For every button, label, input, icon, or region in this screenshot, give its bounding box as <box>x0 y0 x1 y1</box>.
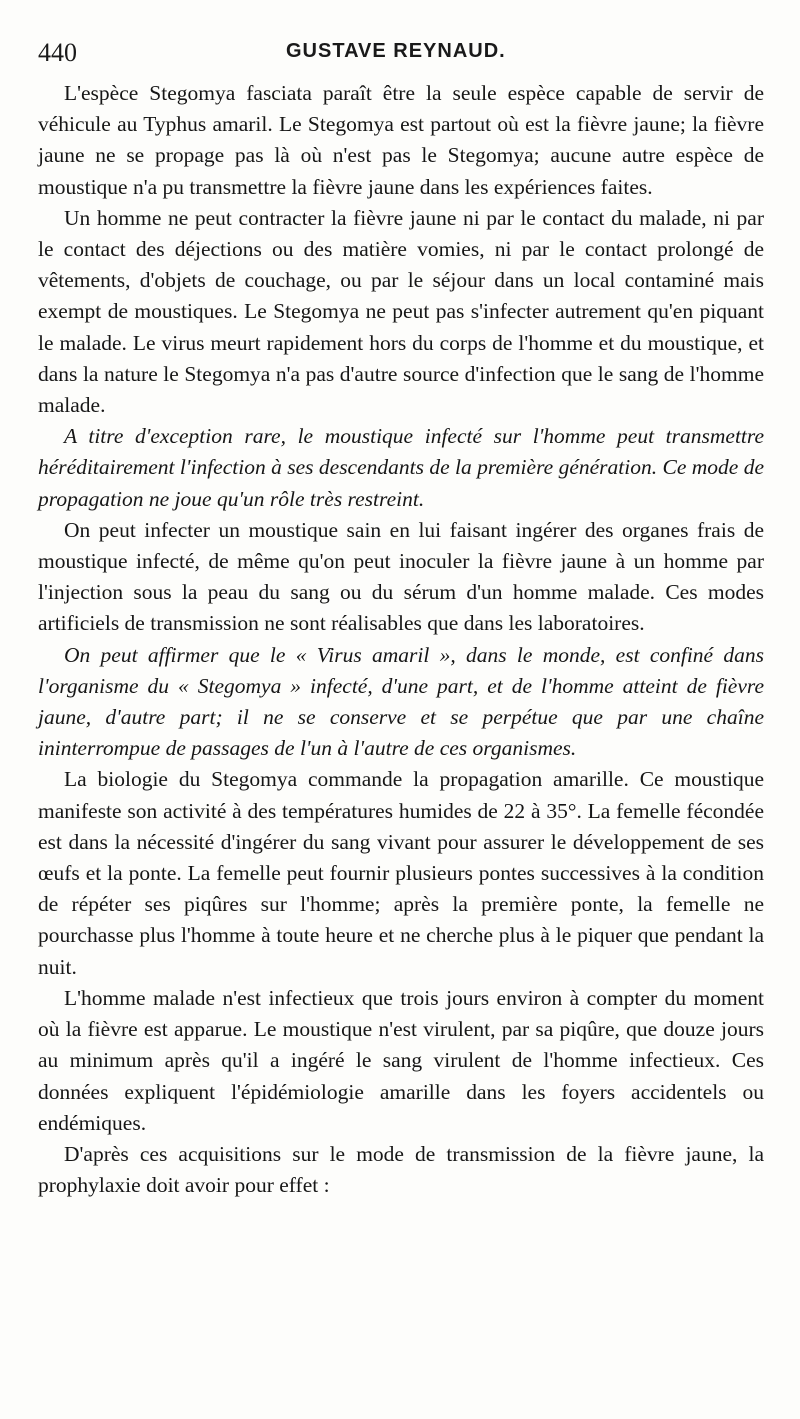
paragraph: L'homme malade n'est infectieux que trois jours environ à compter du moment où la fièvre est apparue. Le moustique n'est virulent, par sa piqûre, que douze jours au minimum après qu'il a ingéré le sang virulent de l'homme infectieux. Ces données expliquent l'épidémiologie amarille dans les foyers accidentels ou endémiques. <box>38 985 764 1135</box>
paragraph: On peut infecter un moustique sain en lui faisant ingérer des organes frais de moustique infecté, de même qu'on peut inoculer la fièvre jaune à un homme par l'injection sous la peau du sang ou du sérum d'un homme malade. Ces modes artificiels de transmission ne sont réalisables que dans les laboratoires. <box>38 517 764 636</box>
paragraph: L'espèce Stegomya fasciata paraît être la seule espèce capable de servir de véhicule au Typhus amaril. Le Stegomya est partout où est la fièvre jaune; la fièvre jaune ne se propage pas là où n'est pas le Stegomya; aucune autre espèce de moustique n'a pu transmettre la fièvre jaune dans les expériences faites. <box>38 81 764 199</box>
page-header <box>38 38 758 74</box>
italic-paragraph: A titre d'exception rare, le moustique infecté sur l'homme peut transmettre héréditairement l'infection à ses descendants de la première génération. Ce mode de propagation ne joue qu'un rôle très restreint. <box>38 424 764 511</box>
paragraph: D'après ces acquisitions sur le mode de transmission de la fièvre jaune, la prophylaxie doit avoir pour effet : <box>38 1141 764 1198</box>
page-number: 440 <box>38 38 77 67</box>
body-text <box>38 78 764 1201</box>
paragraph: La biologie du Stegomya commande la propagation amarille. Ce moustique manifeste son activité à des températures humides de 22 à 35°. La femelle fécondée est dans la nécessité d'ingérer du sang vivant pour assurer le développement de ses œufs et la ponte. La femelle peut fournir plusieurs pontes successives à la condition de répéter ses piqûres sur l'homme; après la première ponte, la femelle ne pourchasse plus l'homme à toute heure et ne cherche plus à le piquer que pendant la nuit. <box>38 767 764 979</box>
italic-paragraph: On peut affirmer que le « Virus amaril », dans le monde, est confiné dans l'organisme du « Stegomya » infecté, d'une part, et de l'homme atteint de fièvre jaune, d'autre part; il ne se conserve et se perpétue que par une chaîne ininterrompue de passages de l'un à l'autre de ces organismes. <box>38 642 764 761</box>
running-head: GUSTAVE REYNAUD. <box>286 40 506 62</box>
paragraph: Un homme ne peut contracter la fièvre jaune ni par le contact du malade, ni par le contact des déjections ou des matière vomies, ni par le contact prolongé de vêtements, d'objets de couchage, ou par le séjour dans un local contaminé mais exempt de moustiques. Le Stegomya ne peut pas s'infecter autrement qu'en piquant le malade. Le virus meurt rapidement hors du corps de l'homme et du moustique, et dans la nature le Stegomya n'a pas d'autre source d'infection que le sang de l'homme malade. <box>38 205 764 418</box>
